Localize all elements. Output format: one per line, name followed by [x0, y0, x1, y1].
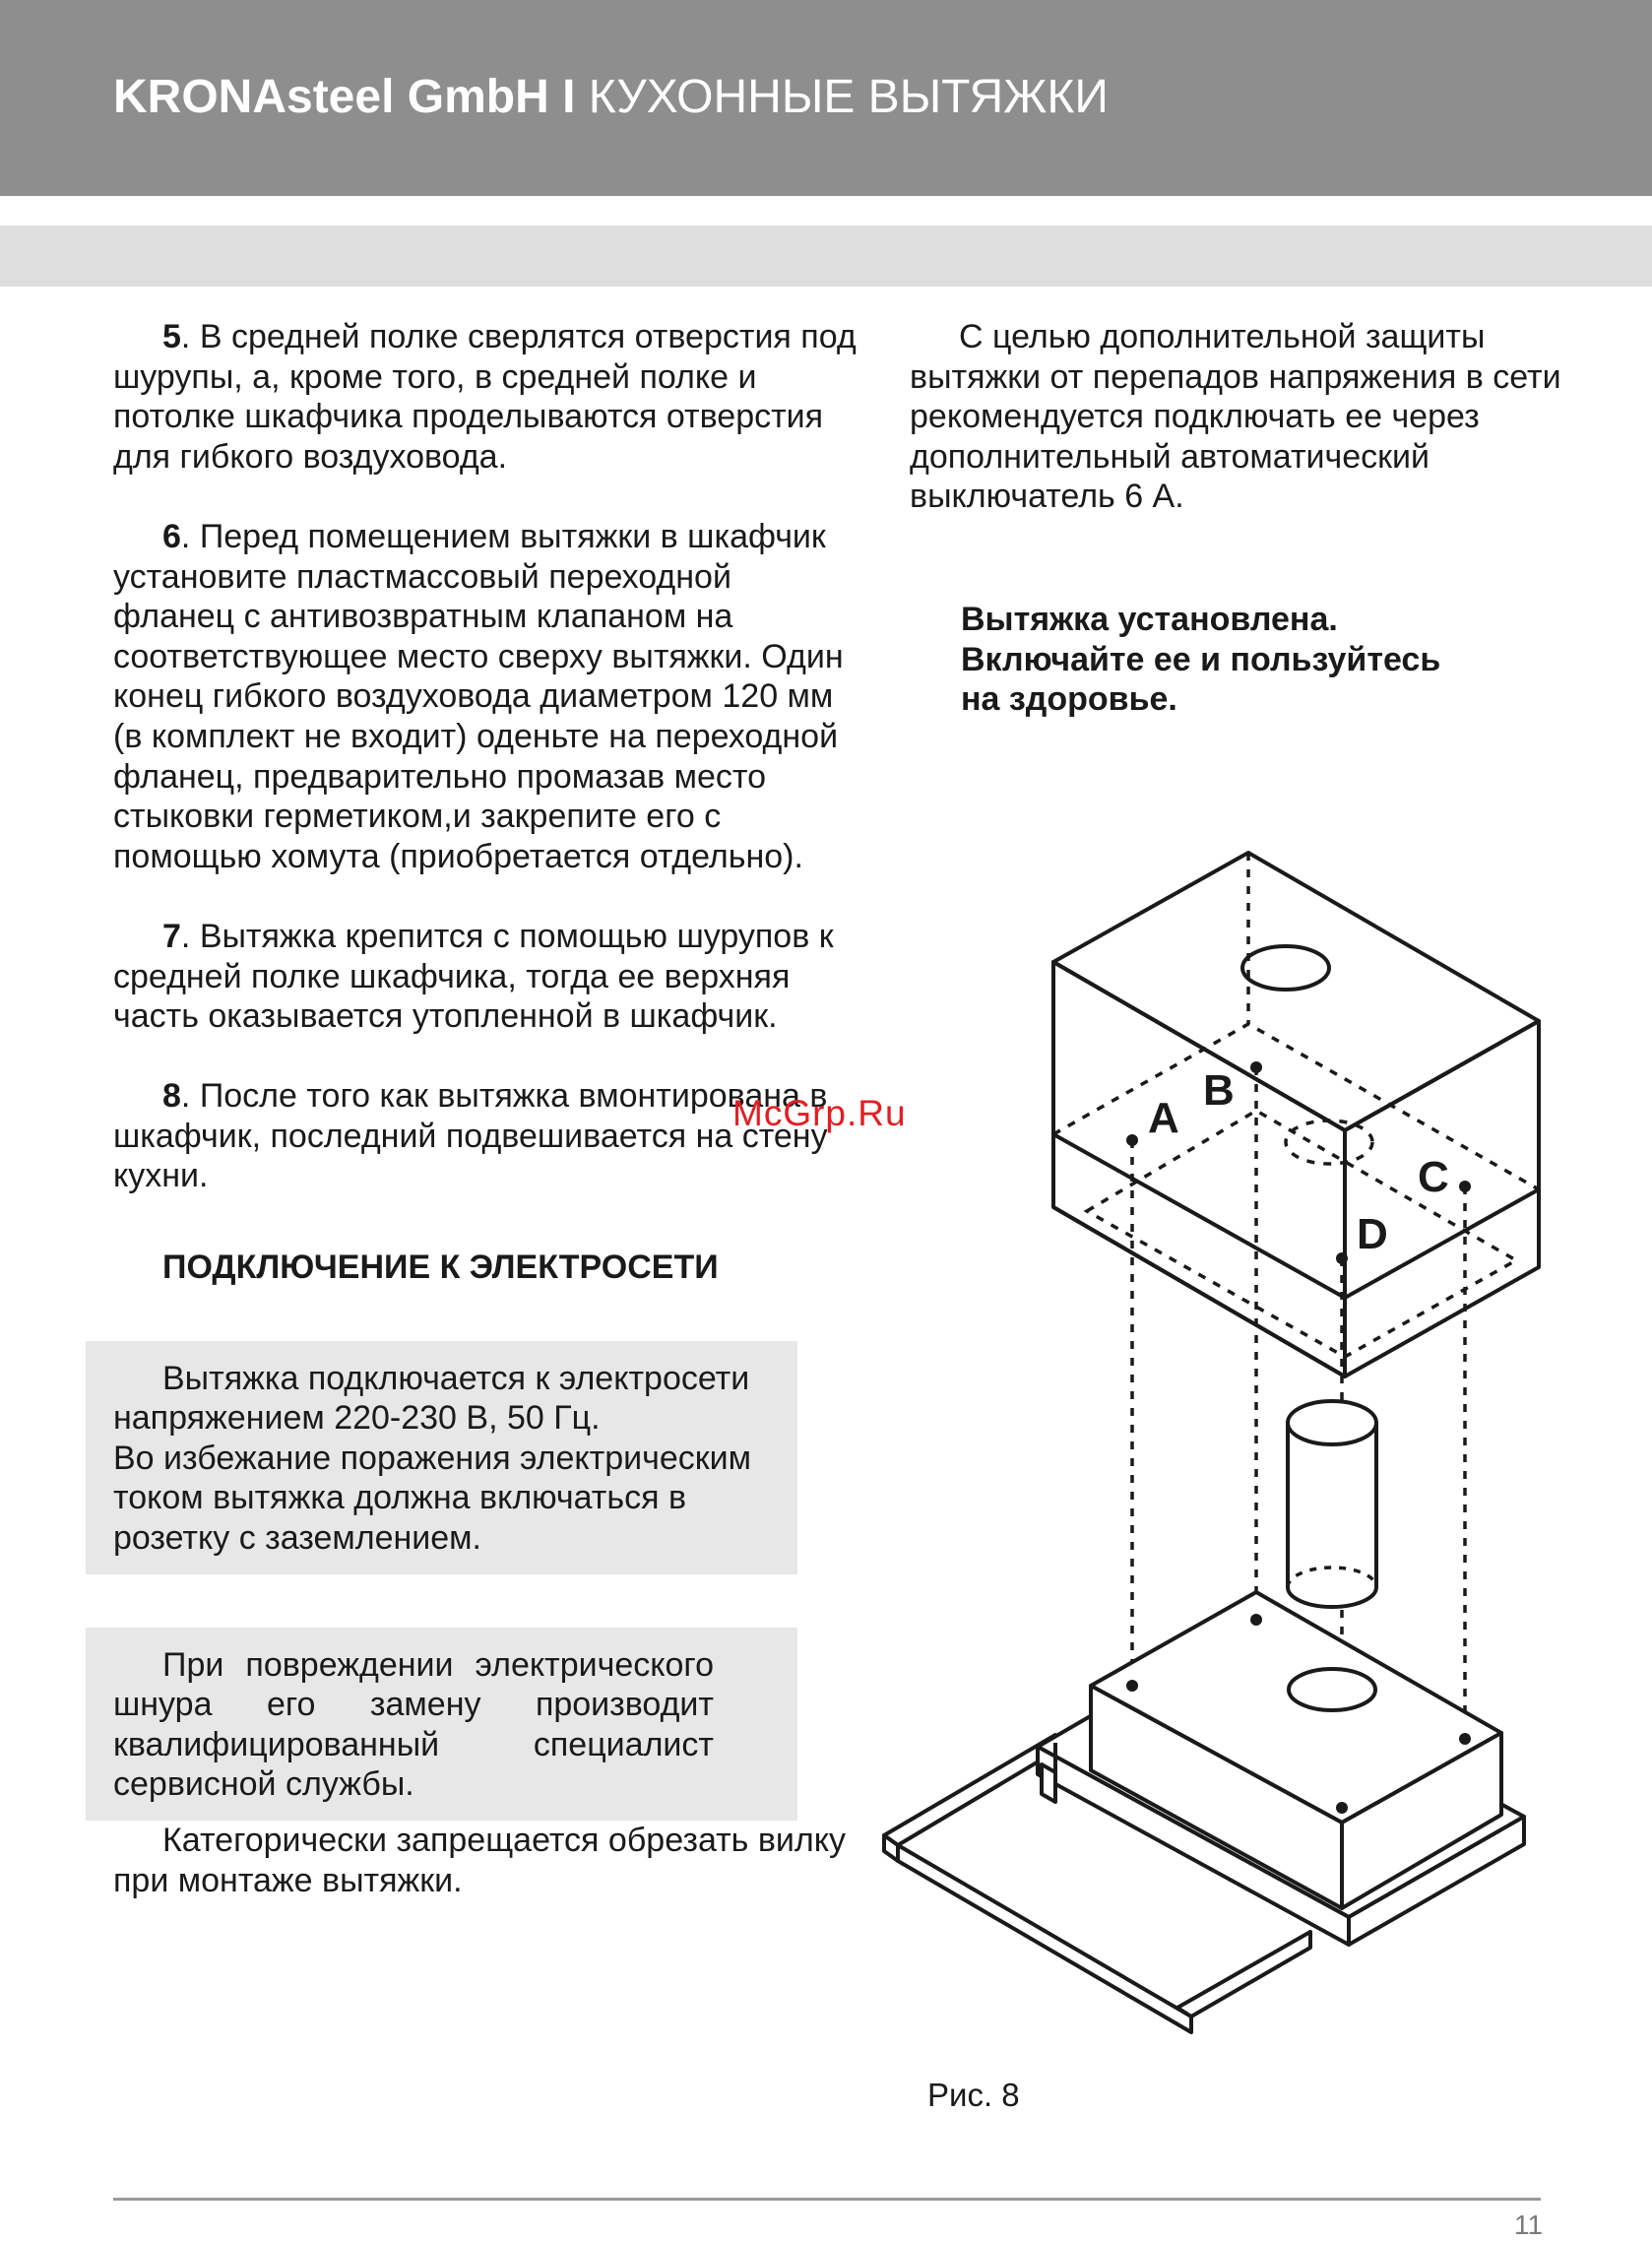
label-a: A [1148, 1094, 1179, 1142]
plug-warning-text: Категорически запрещается обрезать вилку при монтаже вытяжки. [113, 1822, 846, 1899]
step-6 [113, 517, 861, 876]
installed-line-2: Включайте ее и пользуйтесь [961, 640, 1441, 678]
shelf-dashed-outline [1087, 1111, 1516, 1357]
cabinet-top [1053, 853, 1539, 1130]
protection-text: С целью дополнительной защиты вытяжки от перепадов напряжения в сети рекомендуется подключать ее через дополнительный автоматический выключатель 6 А. [910, 318, 1561, 516]
cabinet-duct-hole [1242, 946, 1329, 990]
watermark: McGrp.Ru [732, 1093, 907, 1133]
voltage-text: Вытяжка подключается к электросети напряжением 220-230 В, 50 Гц. [113, 1359, 750, 1438]
cord-replacement-box [86, 1628, 797, 1821]
label-b: B [1203, 1066, 1235, 1115]
header-band [0, 0, 1652, 196]
label-c: C [1418, 1153, 1449, 1201]
cord-replacement-text: При повреждении электрического шнура его замену производит квалифицированный специалист сервисной службы. [113, 1645, 714, 1804]
step-text: . Вытяжка крепится с помощью шурупов к средней полке шкафчика, тогда ее верхняя часть оказывается утопленной в шкафчик. [113, 917, 834, 1036]
right-column [910, 317, 1599, 720]
section-heading-electrical: ПОДКЛЮЧЕНИЕ К ЭЛЕКТРОСЕТИ [162, 1249, 719, 1287]
grounding-text: Во избежание поражения электрическим током вытяжка должна включаться в розетку с заземлением. [113, 1439, 751, 1558]
sub-header-band [0, 225, 1652, 287]
step-number: 6 [162, 517, 181, 555]
installation-complete-note [961, 600, 1599, 720]
page-number: 11 [1514, 2209, 1544, 2240]
installation-diagram [866, 837, 1556, 2048]
footer-rule [113, 2198, 1541, 2201]
screw-point-a [1126, 1134, 1138, 1146]
step-text: . Перед помещением вытяжки в шкафчик установите пластмассовый переходной фланец с антивозвратным клапаном на соответствующее место сверху вытяжки. Один конец гибкого воздуховода диаметром 120 мм (в комплект не входит) оденьте на переходной фланец, предварительно промазав место стыковки герметиком,и закрепите его с помощью хомута (приобретается отдельно). [113, 517, 844, 875]
flexible-duct [1288, 1423, 1376, 1607]
installed-line-3: на здоровье. [961, 680, 1177, 719]
step-5 [113, 317, 861, 477]
screw-point-c [1459, 1181, 1471, 1192]
label-d: D [1357, 1210, 1388, 1258]
step-number: 7 [162, 917, 181, 955]
cabinet-hidden-edges [1053, 1024, 1539, 1189]
step-text: . В средней полке сверлятся отверстия под шурупы, а, кроме того, в средней полке и потолке шкафчика проделываются отверстия для гибкого воздуховода. [113, 318, 857, 476]
step-number: 8 [162, 1077, 181, 1116]
screw-point-b [1250, 1061, 1262, 1073]
header-title [113, 63, 1109, 132]
step-7 [113, 917, 861, 1037]
installed-line-1: Вытяжка установлена. [961, 600, 1338, 638]
figure-caption: Рис. 8 [927, 2077, 1020, 2113]
cabinet-left-face [1053, 962, 1345, 1377]
step-number: 5 [162, 318, 181, 355]
document-title: КУХОННЫЕ ВЫТЯЖКИ [588, 71, 1109, 123]
electrical-info-box [86, 1341, 797, 1574]
screw-point-d [1336, 1252, 1348, 1264]
shelf-duct-hole-hidden [1286, 1120, 1372, 1164]
brand-name: KRONAsteel GmbH I [113, 71, 576, 123]
step-text: . После того как вытяжка вмонтирована в шкафчик, последний подвешивается на стену кухни. [113, 1077, 828, 1195]
duct-top-ring [1288, 1401, 1376, 1444]
